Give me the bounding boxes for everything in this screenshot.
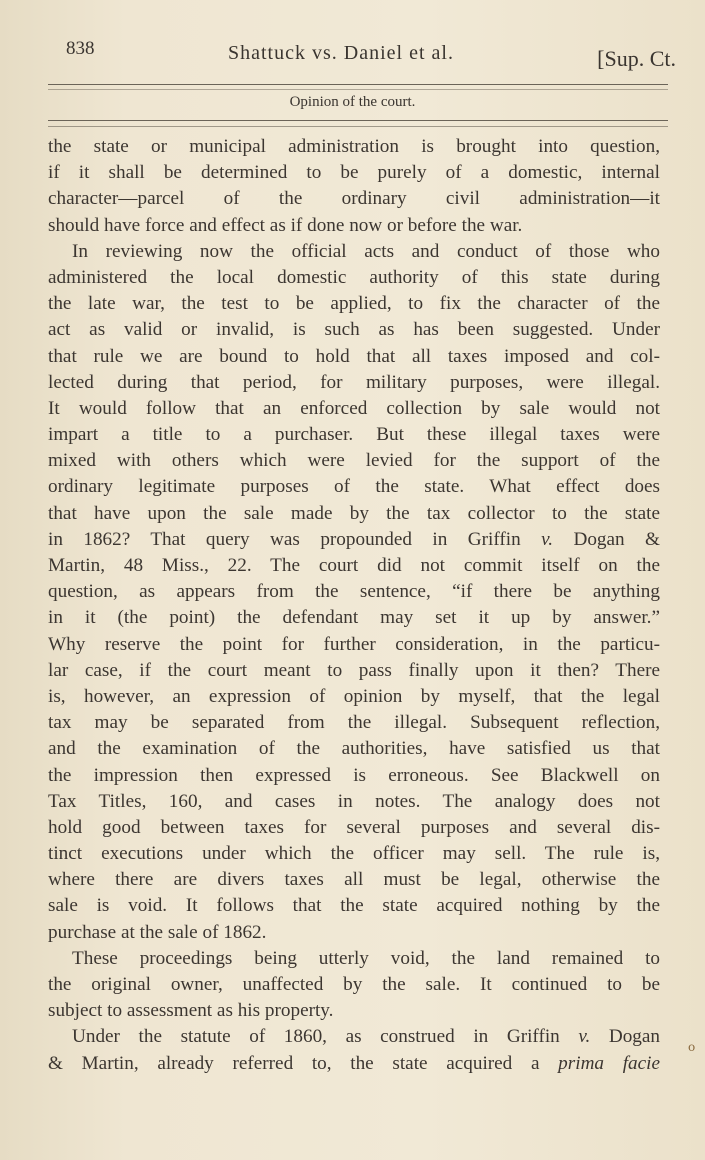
text-line: if it shall be determined to be purely of a domestic, internal [48, 162, 660, 184]
paragraph [48, 239, 660, 946]
page-number: 838 [66, 38, 95, 59]
paragraph [48, 946, 660, 1025]
text-line: tinct executions under which the officer may sell. The rule is, [48, 843, 660, 865]
text-line: and the examination of the authorities, have satisfied us that [48, 738, 660, 760]
running-header [66, 34, 676, 80]
court-tag: [Sup. Ct. [597, 46, 676, 71]
opinion-body [48, 134, 660, 1077]
text-line: is, however, an expression of opinion by myself, that the legal [48, 685, 660, 707]
text-line: ordinary legitimate purposes of the state. What effect does [48, 476, 660, 498]
section-heading: Opinion of the court. [289, 94, 416, 110]
header-rule-shadow [48, 89, 668, 90]
text-line: lected during that period, for military purposes, were illegal. [48, 371, 660, 393]
section-rule [48, 120, 668, 121]
text-line: administered the local domestic authority of this state during [48, 266, 660, 288]
text-line: Why reserve the point for further consideration, in the particu- [48, 633, 660, 655]
text-line: that have upon the sale made by the tax collector to the state [48, 502, 660, 524]
text-line: subject to assessment as his property. [48, 1000, 334, 1022]
text-line: question, as appears from the sentence, “if there be anything [48, 581, 660, 603]
text-line: & Martin, already referred to, the state acquired a prima facie [48, 1052, 660, 1074]
text-line: that rule we are bound to hold that all taxes imposed and col- [48, 345, 660, 367]
text-line: act as valid or invalid, is such as has been suggested. Under [48, 319, 660, 341]
margin-mark: o [688, 1040, 696, 1054]
text-line: sale is void. It follows that the state acquired nothing by the [48, 895, 660, 917]
text-line: should have force and effect as if done now or before the war. [48, 214, 523, 236]
text-line: mixed with others which were levied for the support of the [48, 450, 660, 472]
text-line: the impression then expressed is erroneous. See Blackwell on [48, 764, 660, 786]
paragraph [48, 1024, 660, 1076]
text-line: lar case, if the court meant to pass finally upon it then? There [48, 659, 660, 681]
text-line: hold good between taxes for several purposes and several dis- [48, 816, 660, 838]
text-line: In reviewing now the official acts and conduct of those who [72, 240, 660, 262]
running-title: Shattuck vs. Daniel et al. [228, 42, 454, 64]
text-line: purchase at the sale of 1862. [48, 921, 267, 943]
text-line: Martin, 48 Miss., 22. The court did not commit itself on the [48, 555, 660, 576]
text-line: Tax Titles, 160, and cases in notes. The analogy does not [48, 790, 660, 812]
text-line: Under the statute of 1860, as construed in Griffin v. Dogan [72, 1026, 660, 1048]
text-line: in it (the point) the defendant may set it up by answer.” [48, 607, 660, 629]
text-line: in 1862? That query was propounded in Griffin v. Dogan & [48, 528, 660, 550]
text-line: It would follow that an enforced collection by sale would not [48, 397, 660, 419]
text-line: These proceedings being utterly void, the land remained to [72, 947, 660, 969]
text-line: impart a title to a purchaser. But these illegal taxes were [48, 424, 660, 446]
text-line: tax may be separated from the illegal. Subsequent reflection, [48, 712, 660, 734]
section-rule-shadow [48, 126, 668, 127]
text-line: where there are divers taxes all must be legal, otherwise the [48, 869, 660, 891]
text-line: the state or municipal administration is brought into question, [48, 136, 660, 157]
header-rule [48, 84, 668, 85]
paragraph [48, 134, 660, 239]
text-line: character—parcel of the ordinary civil administration—it [48, 188, 660, 210]
text-line: the original owner, unaffected by the sale. It continued to be [48, 974, 660, 995]
text-line: the late war, the test to be applied, to fix the character of the [48, 293, 660, 315]
